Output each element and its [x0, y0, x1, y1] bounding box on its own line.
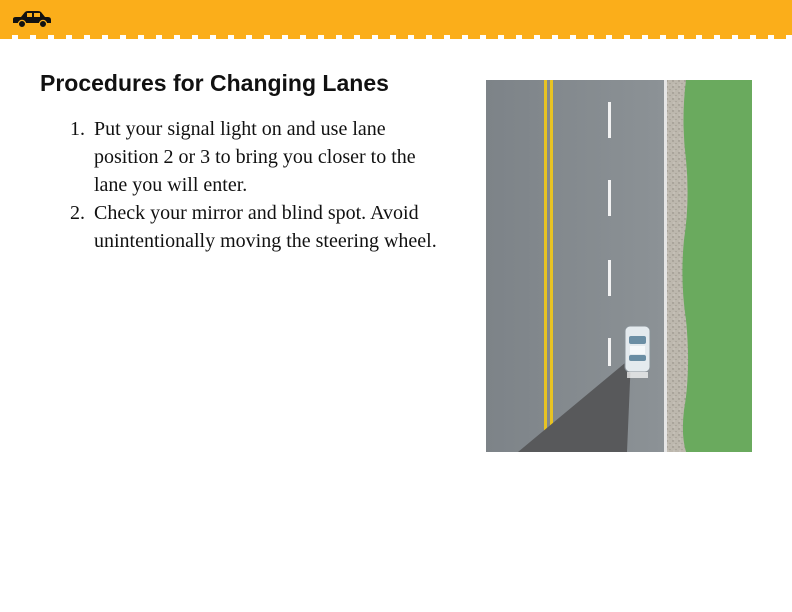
step-text: Put your signal light on and use lane position 2 or 3 to bring you closer to the lane you will enter. [94, 118, 416, 196]
road-illustration [486, 80, 752, 452]
road-surface [486, 80, 665, 452]
lane-dash [608, 338, 611, 366]
slide-title: Procedures for Changing Lanes [40, 70, 389, 96]
steps-list [70, 115, 450, 255]
step-number: 2. [70, 202, 85, 224]
car-icon [11, 9, 53, 29]
lane-dash [608, 260, 611, 296]
car-icon [625, 326, 650, 378]
road-edge-line [664, 80, 667, 452]
center-line-right [550, 80, 553, 452]
step-text: Check your mirror and blind spot. Avoid unintentionally moving the steering wheel. [94, 202, 437, 252]
lane-dash [608, 102, 611, 138]
center-line-left [544, 80, 547, 452]
step-item [70, 199, 450, 255]
step-number: 1. [70, 118, 85, 140]
header-bar [0, 0, 792, 36]
header-dashed-edge [0, 35, 792, 39]
step-item [70, 115, 450, 199]
lane-dash [608, 180, 611, 216]
